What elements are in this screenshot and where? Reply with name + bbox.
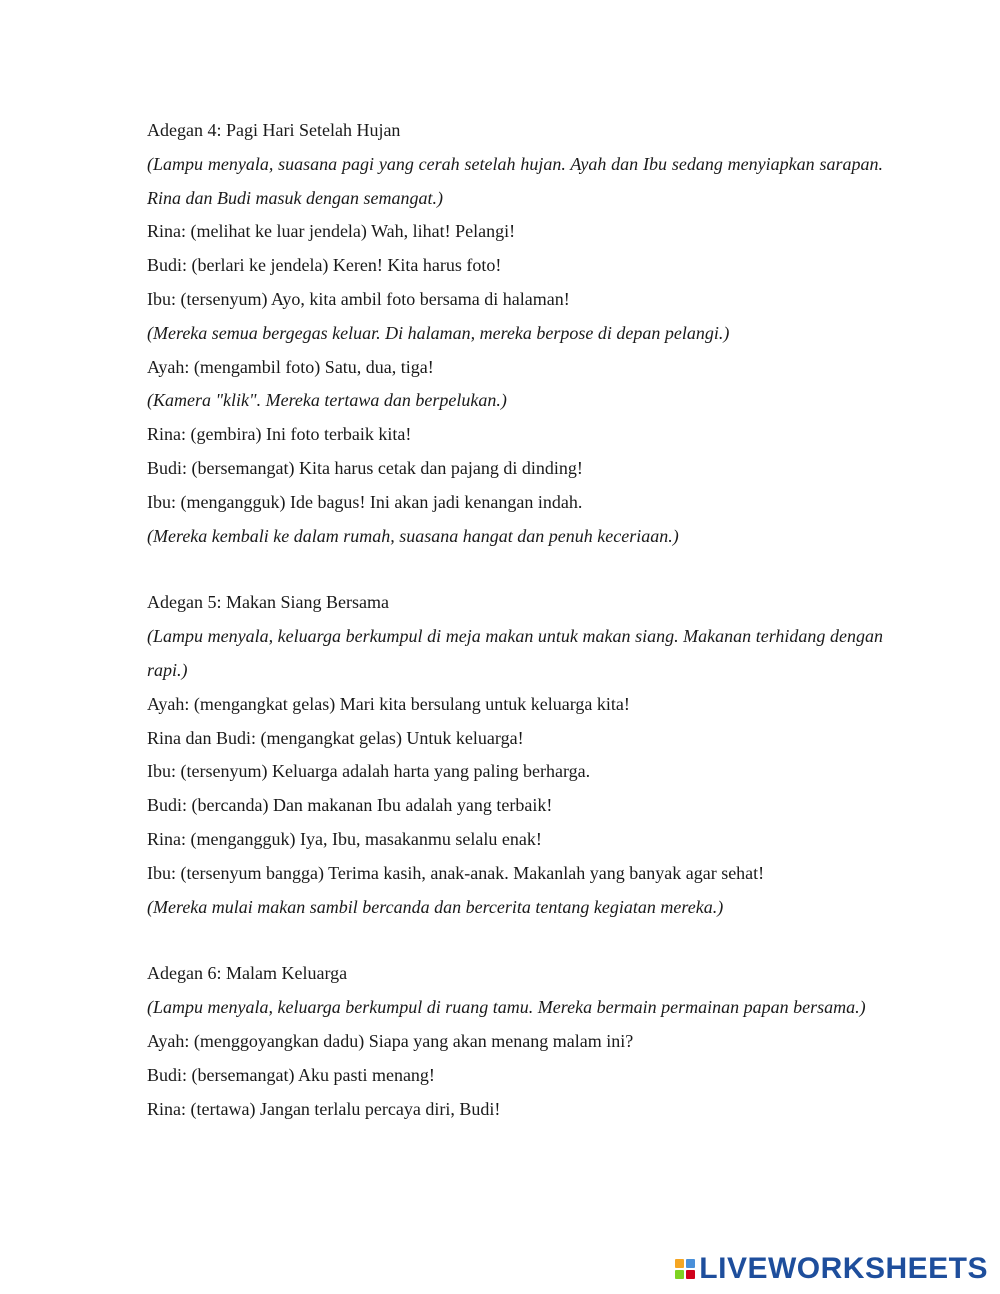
dialogue-line: Rina: (mengangguk) Iya, Ibu, masakanmu selalu enak!: [147, 828, 542, 849]
liveworksheets-logo[interactable]: [675, 1254, 988, 1284]
dialogue-line: Ibu: (tersenyum) Ayo, kita ambil foto bersama di halaman!: [147, 288, 570, 309]
dialogue-line: Rina: (gembira) Ini foto terbaik kita!: [147, 424, 412, 445]
logo-square-4: [686, 1270, 695, 1279]
logo-square-3: [675, 1270, 684, 1279]
dialogue-line: Ibu: (tersenyum bangga) Terima kasih, anak-anak. Makanlah yang banyak agar sehat!: [147, 862, 765, 883]
stage-direction: (Mereka mulai makan sambil bercanda dan bercerita tentang kegiatan mereka.): [147, 896, 724, 917]
dialogue-line: Ibu: (tersenyum) Keluarga adalah harta yang paling berharga.: [147, 761, 591, 782]
dialogue-line: Rina dan Budi: (mengangkat gelas) Untuk keluarga!: [147, 727, 524, 748]
dialogue-line: Budi: (berlari ke jendela) Keren! Kita harus foto!: [147, 255, 502, 276]
dialogue-line: Budi: (bersemangat) Kita harus cetak dan pajang di dinding!: [147, 457, 583, 478]
logo-text: LIVEWORKSHEETS: [699, 1252, 988, 1285]
dialogue-line: Ibu: (mengangguk) Ide bagus! Ini akan jadi kenangan indah.: [147, 491, 583, 512]
stage-direction: (Lampu menyala, suasana pagi yang cerah setelah hujan. Ayah dan Ibu sedang menyiapkan sarapan. Rina dan Budi masuk dengan semangat.): [147, 153, 883, 208]
scene-4: [147, 114, 883, 553]
scene-heading: Adegan 5: Makan Siang Bersama: [147, 592, 389, 613]
scene-5: [147, 586, 883, 924]
dialogue-line: Ayah: (mengambil foto) Satu, dua, tiga!: [147, 356, 434, 377]
liveworksheets-logo-icon: [675, 1259, 695, 1279]
dialogue-line: Budi: (bercanda) Dan makanan Ibu adalah yang terbaik!: [147, 795, 553, 816]
logo-square-2: [686, 1259, 695, 1268]
stage-direction: (Lampu menyala, keluarga berkumpul di meja makan untuk makan siang. Makanan terhidang dengan rapi.): [147, 626, 883, 680]
dialogue-line: Ayah: (mengangkat gelas) Mari kita bersulang untuk keluarga kita!: [147, 693, 630, 714]
dialogue-line: Rina: (tertawa) Jangan terlalu percaya diri, Budi!: [147, 1098, 501, 1119]
stage-direction: (Mereka kembali ke dalam rumah, suasana hangat dan penuh keceriaan.): [147, 525, 679, 546]
dialogue-line: Rina: (melihat ke luar jendela) Wah, lihat! Pelangi!: [147, 221, 516, 242]
dialogue-line: Budi: (bersemangat) Aku pasti menang!: [147, 1064, 435, 1085]
stage-direction: (Lampu menyala, keluarga berkumpul di ruang tamu. Mereka bermain permainan papan bersama.): [147, 997, 866, 1018]
document-page: [147, 114, 883, 1126]
scene-6: [147, 957, 883, 1126]
stage-direction: (Kamera "klik". Mereka tertawa dan berpelukan.): [147, 390, 507, 411]
scene-heading: Adegan 6: Malam Keluarga: [147, 963, 348, 984]
logo-square-1: [675, 1259, 684, 1268]
dialogue-line: Ayah: (menggoyangkan dadu) Siapa yang akan menang malam ini?: [147, 1030, 634, 1051]
stage-direction: (Mereka semua bergegas keluar. Di halaman, mereka berpose di depan pelangi.): [147, 322, 730, 343]
scene-heading: Adegan 4: Pagi Hari Setelah Hujan: [147, 120, 401, 140]
